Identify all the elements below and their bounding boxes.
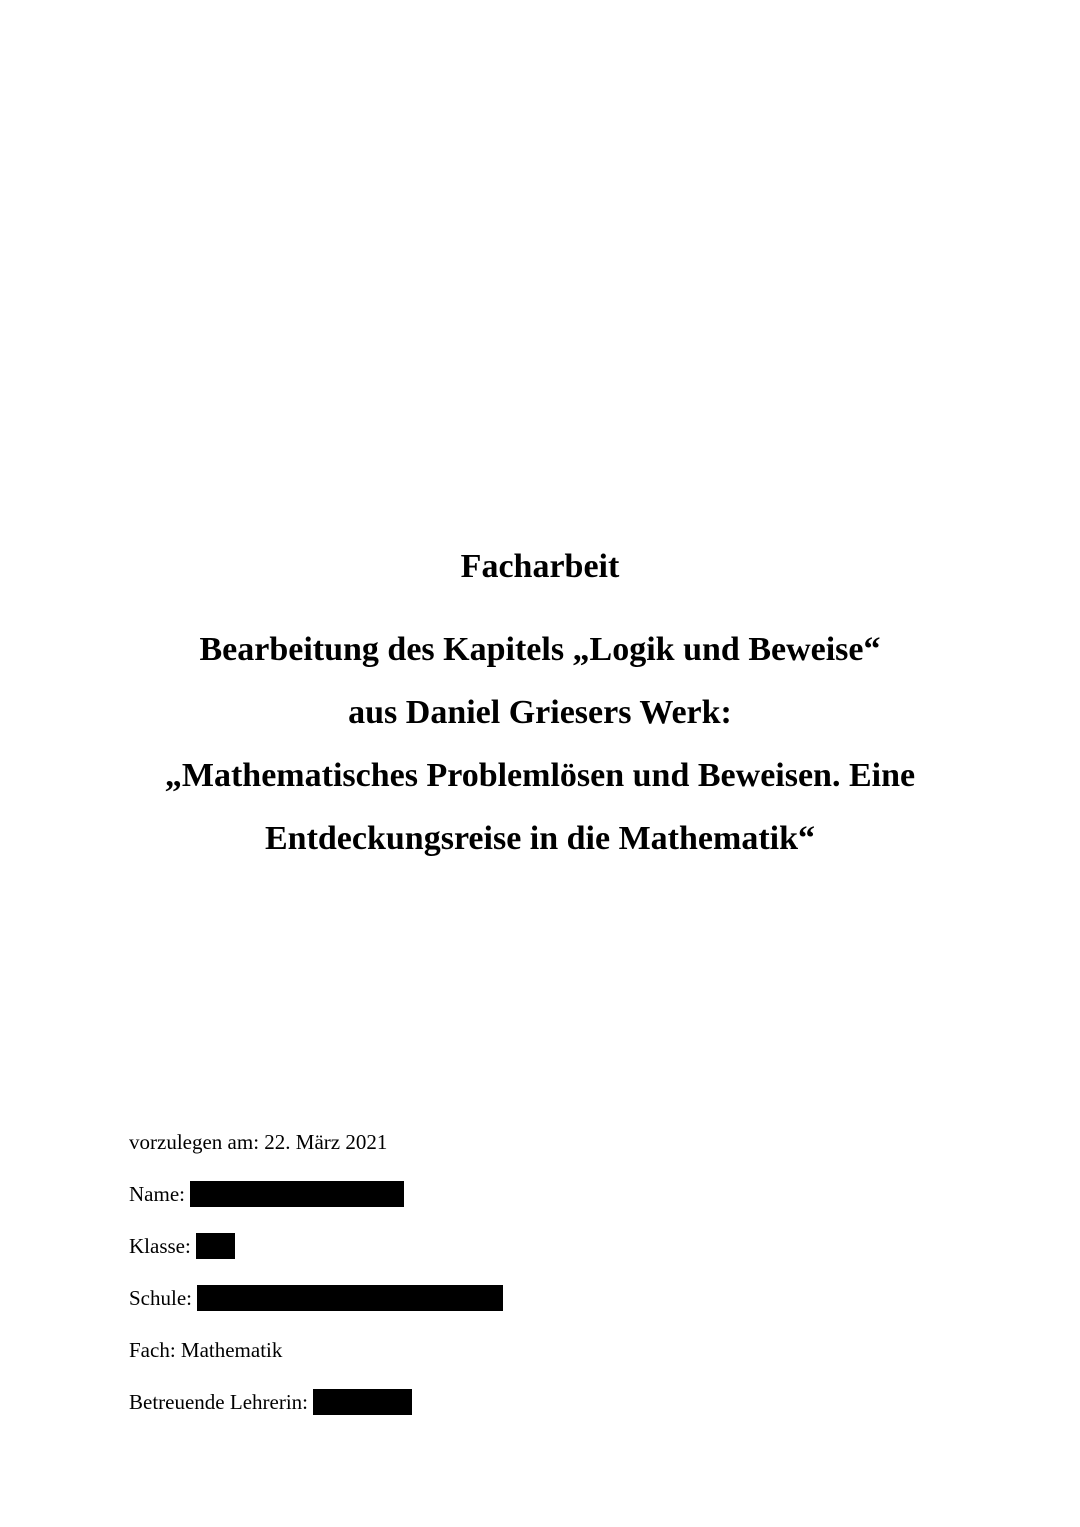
title-line-4: Entdeckungsreise in die Mathematik“: [264, 820, 815, 857]
teacher-redaction-box: [313, 1389, 412, 1415]
teacher-row: [129, 1376, 929, 1428]
school-redaction-box: [197, 1285, 503, 1311]
name-row: [129, 1168, 929, 1220]
teacher-label: Betreuende Lehrerin:: [129, 1390, 308, 1414]
title-line-3: „Mathematisches Problemlösen und Beweisen. Eine: [164, 757, 916, 794]
title-line-1: Bearbeitung des Kapitels „Logik und Beweise“: [199, 631, 881, 668]
class-row: [129, 1220, 929, 1272]
due-date-text: vorzulegen am: 22. März 2021: [129, 1130, 388, 1154]
school-label: Schule:: [129, 1286, 192, 1310]
document-type-heading: Facharbeit: [460, 548, 620, 585]
subject-row: [129, 1324, 929, 1376]
class-label: Klasse:: [129, 1234, 191, 1258]
due-date-row: [129, 1116, 929, 1168]
info-block: [129, 1116, 929, 1428]
name-redaction-box: [190, 1181, 404, 1207]
name-label: Name:: [129, 1182, 185, 1206]
title-line-2: aus Daniel Griesers Werk:: [348, 694, 732, 731]
school-row: [129, 1272, 929, 1324]
subject-text: Fach: Mathematik: [129, 1338, 283, 1362]
title-block: [0, 542, 1080, 870]
class-redaction-box: [196, 1233, 235, 1259]
